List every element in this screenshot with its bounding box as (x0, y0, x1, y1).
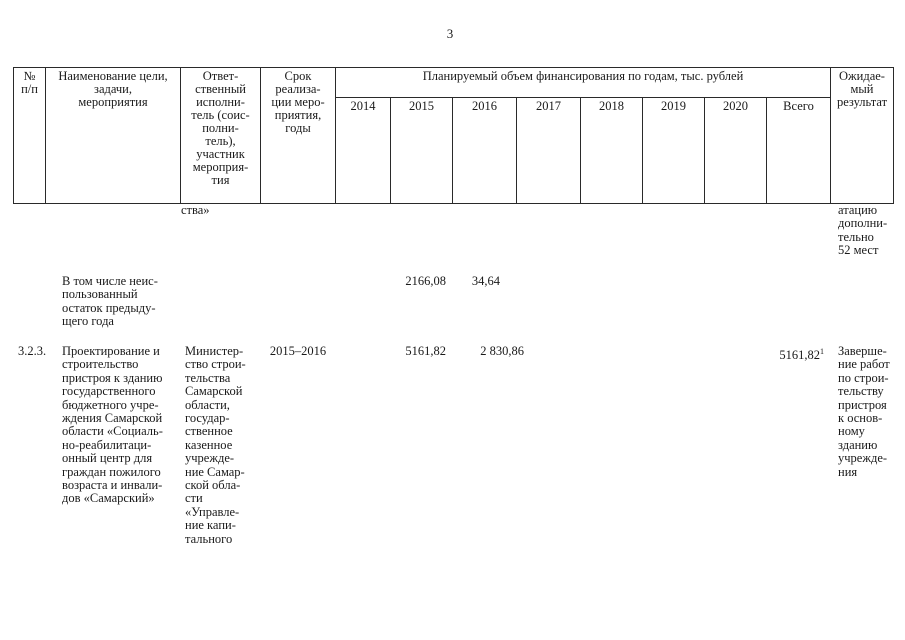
row-3-2-3-total: 5161,82 (779, 348, 820, 362)
header-name: Наименование цели, задачи, мероприятия (58, 69, 168, 109)
cont-executor: ства» (181, 203, 210, 217)
unused-row-2015: 2166,08 (405, 274, 446, 288)
row-3-2-3-num: 3.2.3. (18, 344, 47, 358)
row-3-2-3-result: Заверше- ние работ по строи- тельству пристроя к основ- ному зданию учрежде- ния (838, 344, 890, 479)
page-number: 3 (446, 26, 454, 41)
header-year-2018: 2018 (599, 99, 624, 113)
row-3-2-3-2015: 5161,82 (405, 344, 446, 358)
row-3-2-3-name: Проектирование и строительство пристроя к зданию государственного бюджетного учре- ждения Самарской области «Социаль- но-реабилитаци- онный центр для граждан пожилого возраста и инвали- дов «Самарский» (62, 344, 163, 506)
row-3-2-3-executor: Министер- ство строи- тельства Самарской области, государ- ственное казенное учрежде- ние Самар- ской обла- сти «Управле- ние капи- тального (185, 344, 246, 546)
header-year-2019: 2019 (661, 99, 686, 113)
header-total: Всего (783, 99, 814, 113)
header-num: № п/п (21, 69, 38, 96)
unused-row-name: В том числе неис- пользованный остаток предыду- щего года (62, 274, 158, 329)
header-executor: Ответ- ственный исполни- тель (соис- полни- тель), участник мероприя- тия (191, 69, 250, 187)
header-year-2020: 2020 (723, 99, 748, 113)
row-3-2-3-term: 2015–2016 (269, 344, 327, 358)
header-year-2017: 2017 (536, 99, 561, 113)
header-financing: Планируемый объем финансирования по годам, тыс. рублей (422, 69, 744, 83)
row-3-2-3-2016: 2 830,86 (480, 344, 524, 358)
cont-result: атацию дополни- тельно 52 мест (838, 203, 888, 258)
unused-row-2016: 34,64 (471, 274, 500, 288)
footnote-marker: 1 (820, 347, 824, 356)
header-term: Срок реализа- ции меро- приятия, годы (271, 69, 325, 135)
row-3-2-3-total-cell (767, 345, 824, 362)
header-result: Ожидае- мый результат (836, 69, 888, 109)
header-year-2014: 2014 (350, 99, 376, 113)
header-year-2015: 2015 (409, 99, 434, 113)
header-year-2016: 2016 (472, 99, 497, 113)
